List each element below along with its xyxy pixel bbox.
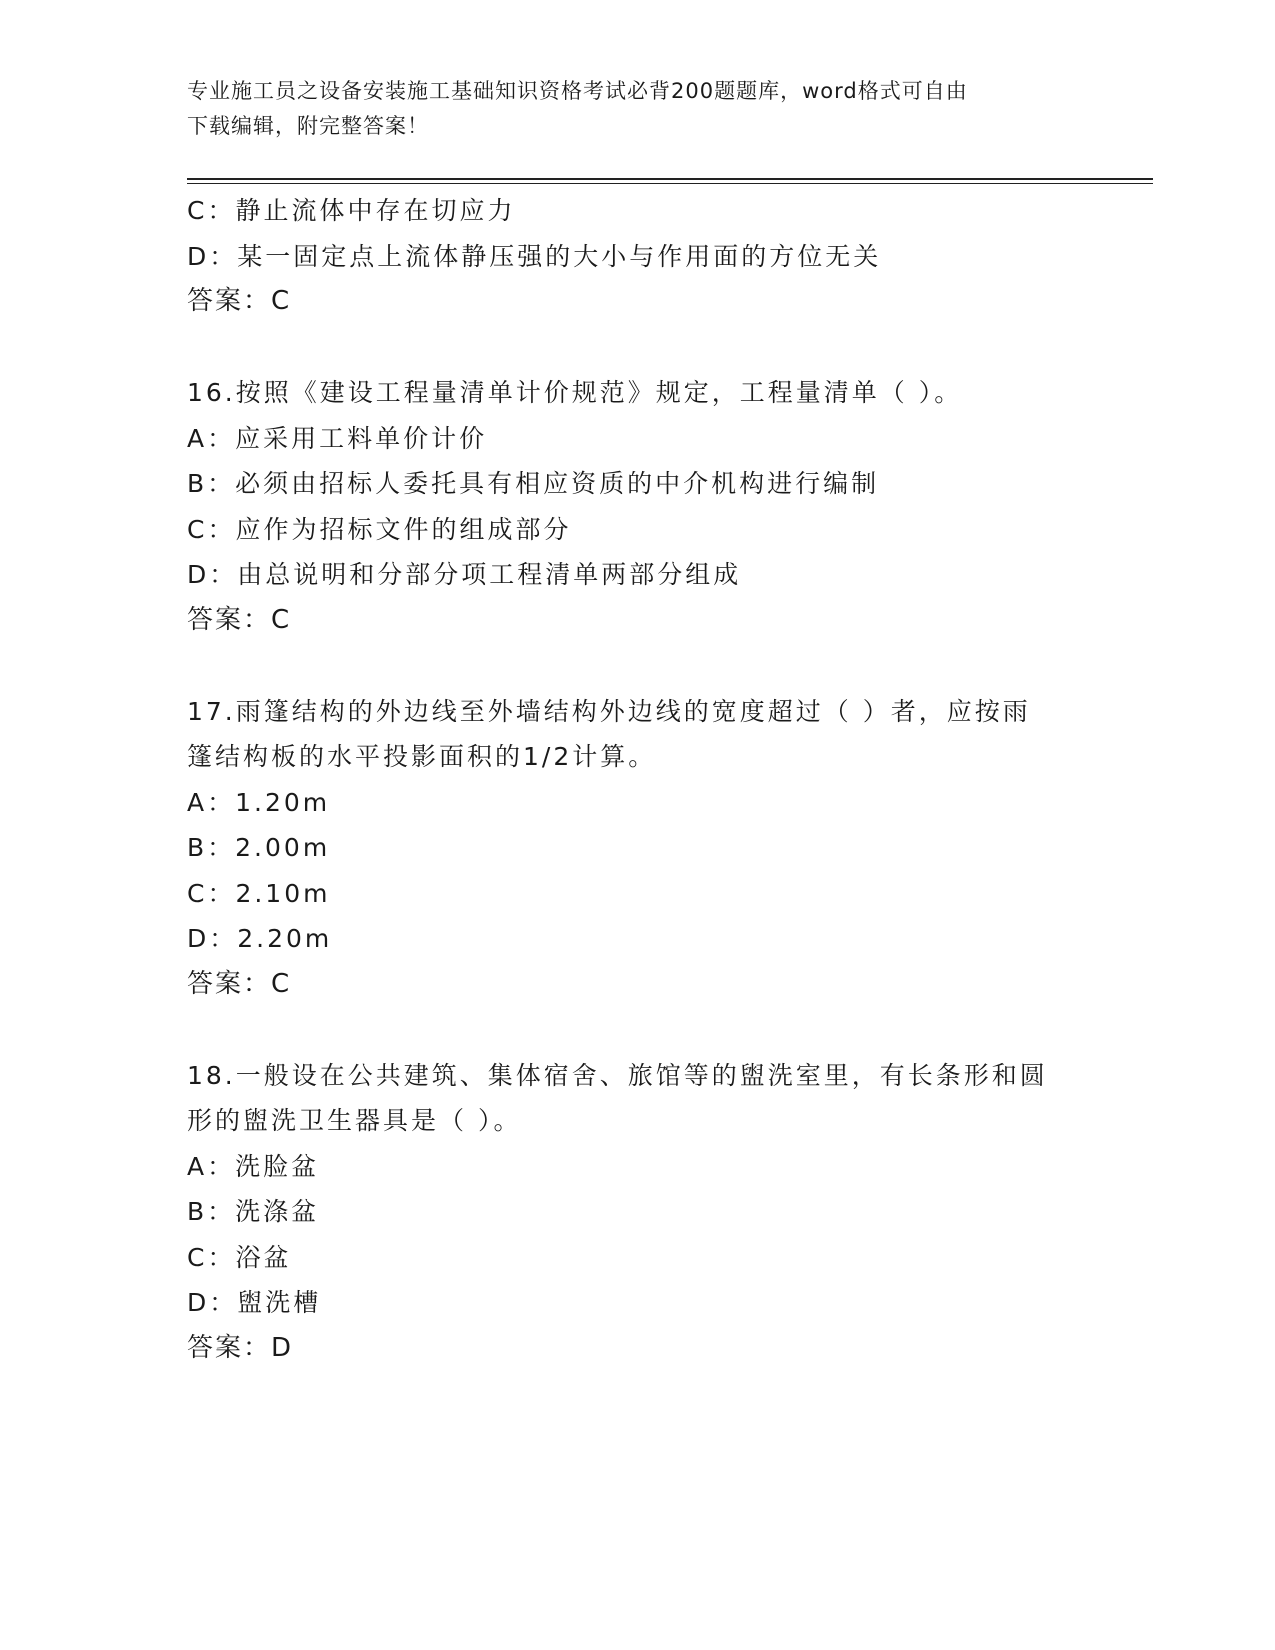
question-block (187, 689, 1087, 1008)
option-c: C：静止流体中存在切应力 (187, 196, 516, 225)
answer: 答案：C (187, 968, 292, 999)
header-line-1: 专业施工员之设备安装施工基础知识资格考试必背200题题库，word格式可自由 (187, 79, 968, 103)
option-a: A：1.20m (187, 787, 331, 817)
answer: 答案：C (187, 286, 292, 316)
option-c: C：浴盆 (187, 1242, 292, 1272)
header-divider (187, 178, 1153, 180)
header-divider-thin (187, 183, 1153, 184)
option-b: B：必须由招标人委托具有相应资质的中介机构进行编制 (187, 469, 880, 498)
option-c: C：应作为招标文件的组成部分 (187, 514, 572, 544)
question-block (187, 370, 1087, 643)
option-a: A：应采用工料单价计价 (187, 423, 488, 453)
option-a: A：洗脸盆 (187, 1151, 320, 1181)
option-b: B：2.00m (187, 833, 331, 862)
question-stem: 18.一般设在公共建筑、集体宿舍、旅馆等的盥洗室里，有长条形和圆 (187, 1060, 1048, 1090)
option-d: D：某一固定点上流体静压强的大小与作用面的方位无关 (187, 241, 882, 271)
question-list (187, 188, 1087, 1371)
question-block (187, 1053, 1087, 1372)
answer: 答案：C (187, 604, 292, 635)
question-block (187, 188, 1087, 325)
question-stem-continued: 篷结构板的水平投影面积的1/2计算。 (187, 742, 657, 771)
question-stem-continued: 形的盥洗卫生器具是（ ）。 (187, 1106, 522, 1135)
header-line-2: 下载编辑，附完整答案！ (187, 114, 429, 138)
option-c: C：2.10m (187, 878, 331, 908)
option-b: B：洗涤盆 (187, 1197, 320, 1226)
question-stem: 17.雨篷结构的外边线至外墙结构外边线的宽度超过（ ）者，应按雨 (187, 696, 1031, 726)
answer: 答案：D (187, 1332, 294, 1363)
option-d: D：盥洗槽 (187, 1288, 322, 1317)
option-d: D：2.20m (187, 924, 333, 953)
option-d: D：由总说明和分部分项工程清单两部分组成 (187, 560, 742, 589)
question-stem: 16.按照《建设工程量清单计价规范》规定，工程量清单（ ）。 (187, 378, 963, 407)
document-header (187, 74, 1067, 144)
